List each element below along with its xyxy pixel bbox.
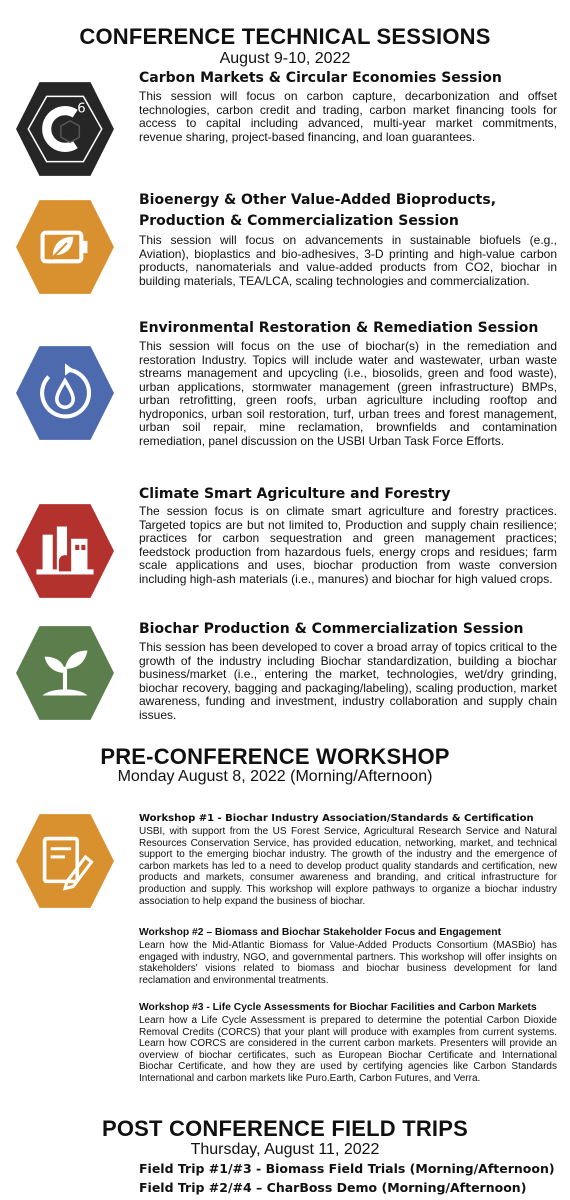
workshop-description: Learn how a Life Cycle Assessment is prepared to determine the potential Carbon Dioxide Removal Credits (CORCS) that your plant will produce with examples from current systems. Learn how CORCS are considered in the current carbon markets. Presenters will provide an overview of biochar certificates, such as European Biochar Certificate and International Biochar Certificate, and how they are used by certifying agencies like Carbon Standards International and carbon markets like Puro.Earth, Carbon Futures, and Verra. (139, 1015, 557, 1084)
pre-conference-title: PRE-CONFERENCE WORKSHOP (100, 744, 450, 769)
post-conference-title: POST CONFERENCE FIELD TRIPS (102, 1116, 468, 1141)
session-title: Biochar Production & Commercialization Session (139, 621, 524, 637)
post-conference-date: Thursday, August 11, 2022 (190, 1141, 380, 1158)
factory-icon (14, 500, 116, 602)
main-date: August 9-10, 2022 (219, 50, 351, 67)
session-title: Environmental Restoration & Remediation Session (139, 320, 539, 336)
workshop-title: Workshop #3 - Life Cycle Assessments for Biochar Facilities and Carbon Markets (139, 1002, 537, 1013)
session-description: This session will focus on advancements in sustainable biofuels (e.g., Aviation), bioplastics and bio-adhesives, 3-D printing and high-value carbon products, nanomaterials and value-added products from CO2, biochar in building materials, TEA/LCA, scaling technologies and commercialization. (139, 233, 557, 288)
session-title: Climate Smart Agriculture and Forestry (139, 486, 451, 502)
water-drop-cycle-icon (14, 342, 116, 444)
c6-hexagon-icon (14, 78, 116, 180)
workshop-title: Workshop #2 – Biomass and Biochar Stakeholder Focus and Engagement (139, 927, 502, 938)
session-title: Carbon Markets & Circular Economies Session (139, 70, 502, 86)
session-description: This session has been developed to cover a broad array of topics critical to the growth of the industry including Biochar standardization, building a biochar business/market (i.e., entering the market, technologies, wet/dry grinding, biochar recovery, bagging and packaging/labeling), scaling production, market awareness, funding and investment, industry collaboration and supply chain issues. (139, 640, 557, 722)
field-trip-item: Field Trip #1/#3 - Biomass Field Trials (Morning/Afternoon) (139, 1161, 555, 1176)
session-title: Production & Commercialization Session (139, 213, 459, 229)
sprout-icon (14, 622, 116, 724)
field-trip-item: Field Trip #2/#4 – CharBoss Demo (Morning/Afternoon) (139, 1180, 527, 1195)
notebook-pencil-icon (14, 810, 116, 912)
session-title: Bioenergy & Other Value-Added Bioproducts, (139, 192, 497, 208)
pre-conference-date: Monday August 8, 2022 (Morning/Afternoon) (117, 768, 433, 785)
session-description: This session will focus on the use of biochar(s) in the remediation and restoration Industry. Topics will include water and wastewater, urban waste streams management and upcycling (i.e., biosolids, green and food waste), urban applications, stormwater management (green infrastructure) BMPs, urban retrofitting, green roofs, urban agriculture including rooftop and hydroponics, urban soil restoration, turf, urban trees and forest management, urban soil repair, mine reclamation, brownfields and contamination remediation, panel discussion on the USBI Urban Task Force Efforts. (139, 339, 557, 448)
main-title: CONFERENCE TECHNICAL SESSIONS (79, 24, 491, 49)
workshop-description: Learn how the Mid-Atlantic Biomass for Value-Added Products Consortium (MASBio) has engaged with industry, NGO, and governmental partners. This workshop will offer insights on stakeholders' visions related to biomass and biochar business development for land reclamation and environmental treatments. (139, 940, 557, 986)
workshop-title: Workshop #1 - Biochar Industry Association/Standards & Certification (139, 813, 534, 824)
leaf-battery-icon (14, 196, 116, 298)
workshop-description: USBI, with support from the US Forest Service, Agricultural Research Service and Natural Resources Conservation Service, has provided education, networking, market, and technical support to the emerging biochar industry. The growth of the industry and the emergence of carbon markets has led to a need to develop product quality standards and certification, new products and markets, consumer awareness and branding, and critical infrastructure for production and supply. This workshop will explore pathways to organize a biochar industry association to help expand the business of biochar. (139, 826, 557, 907)
session-description: This session will focus on carbon capture, decarbonization and offset technologies, carbon credit and trading, carbon market financing tools for access to capital including advanced, multi-year market commitments, revenue sharing, project-based financing, and loan guarantees. (139, 89, 557, 144)
svg-text:6: 6 (77, 101, 86, 117)
session-description: The session focus is on climate smart agriculture and forestry practices. Targeted topics are but not limited to, Production and supply chain resilience; practices for carbon sequestration and green management practices; feedstock production from hazardous fuels, energy crops and residues; farm scale applications and uses, biochar production from waste conversion including high-ash materials (i.e., manures) and biochar for high valued crops. (139, 504, 557, 586)
